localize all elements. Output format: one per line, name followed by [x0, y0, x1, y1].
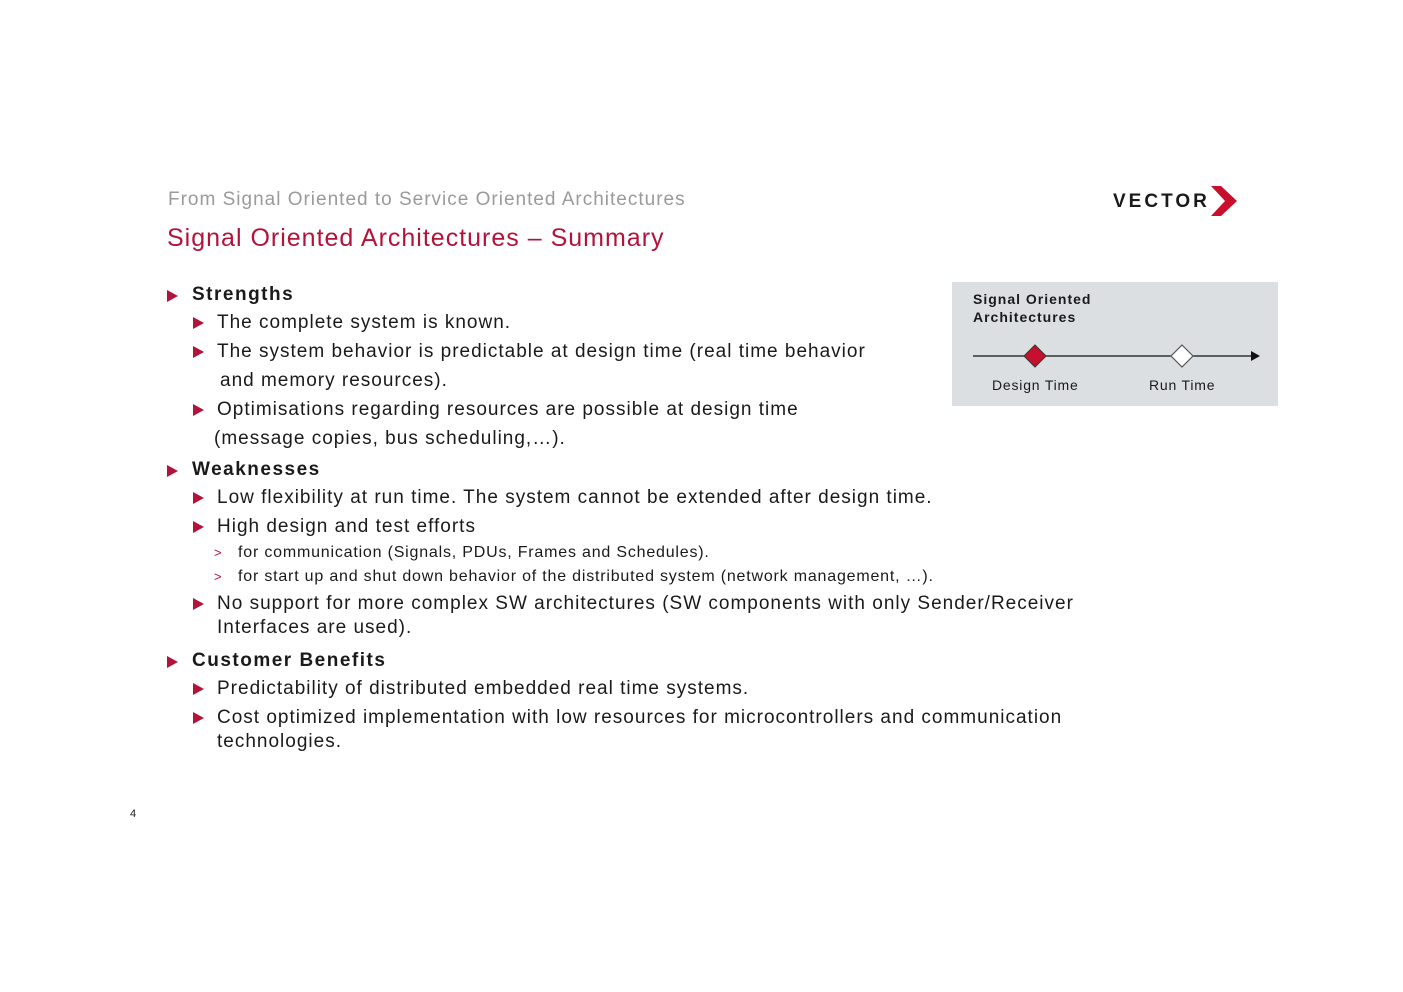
- list-item-text: The system behavior is predictable at design time (real time behavior: [217, 341, 866, 362]
- sub-list-item-text: for communication (Signals, PDUs, Frames and Schedules).: [238, 544, 710, 561]
- list-item: [167, 512, 1167, 541]
- list-item-text: The complete system is known.: [217, 312, 512, 333]
- list-item-text: Predictability of distributed embedded real time systems.: [217, 678, 750, 699]
- sub-list-item: [167, 565, 1167, 589]
- design-time-label: Design Time: [992, 377, 1079, 393]
- list-item-text: Cost optimized implementation with low resources for microcontrollers and communication: [217, 707, 1063, 728]
- run-time-marker-icon: [1171, 345, 1193, 367]
- list-item-text-line2: technologies.: [217, 731, 342, 752]
- design-time-marker-icon: [1024, 345, 1046, 367]
- sub-list-item: [167, 541, 1167, 565]
- bullet-triangle-icon: [193, 317, 204, 329]
- bullet-triangle-icon: [193, 683, 204, 695]
- bullet-triangle-icon: [167, 656, 178, 668]
- section-weaknesses: [167, 457, 1167, 483]
- diagram-title-line2: Architectures: [973, 309, 1077, 325]
- logo-chevron-icon: [1211, 186, 1239, 218]
- timeline-diagram: [952, 282, 1278, 406]
- bullet-triangle-icon: [193, 598, 204, 610]
- timeline-arrowhead-icon: [1251, 351, 1260, 361]
- logo-text: VECTOR: [1113, 191, 1210, 212]
- list-item-continuation: (message copies, bus scheduling,…).: [214, 428, 566, 449]
- diagram-title-line1: Signal Oriented: [973, 291, 1092, 307]
- run-time-label: Run Time: [1149, 377, 1216, 393]
- list-item-text: Optimisations regarding resources are possible at design time: [217, 399, 799, 420]
- bullet-triangle-icon: [193, 404, 204, 416]
- sub-list-item-text: for start up and shut down behavior of the distributed system (network management, …).: [238, 568, 934, 585]
- list-item: [167, 674, 1167, 703]
- sub-bullet-icon: >: [214, 569, 223, 584]
- list-item: [167, 589, 1167, 643]
- vector-logo: [1113, 186, 1243, 218]
- bullet-triangle-icon: [193, 346, 204, 358]
- section-heading: Customer Benefits: [192, 650, 387, 671]
- list-item: [167, 703, 1167, 757]
- sub-bullet-icon: >: [214, 545, 223, 560]
- list-item-text: No support for more complex SW architectures (SW components with only Sender/Receiver: [217, 593, 1074, 614]
- bullet-triangle-icon: [167, 465, 178, 477]
- page-number: 4: [130, 808, 137, 820]
- page-title: Signal Oriented Architectures – Summary: [167, 224, 665, 252]
- list-item: [167, 483, 1167, 512]
- section-heading: Strengths: [192, 284, 295, 305]
- list-item-text-line2: Interfaces are used).: [217, 617, 413, 638]
- list-item-continuation: and memory resources).: [220, 370, 448, 391]
- breadcrumb: From Signal Oriented to Service Oriented Architectures: [168, 189, 686, 210]
- bullet-triangle-icon: [193, 521, 204, 533]
- section-customer-benefits: [167, 648, 1167, 674]
- bullet-triangle-icon: [167, 290, 178, 302]
- list-item-text: High design and test efforts: [217, 516, 476, 537]
- bullet-triangle-icon: [193, 492, 204, 504]
- bullet-triangle-icon: [193, 712, 204, 724]
- section-heading: Weaknesses: [192, 459, 321, 480]
- list-item-text: Low flexibility at run time. The system cannot be extended after design time.: [217, 487, 933, 508]
